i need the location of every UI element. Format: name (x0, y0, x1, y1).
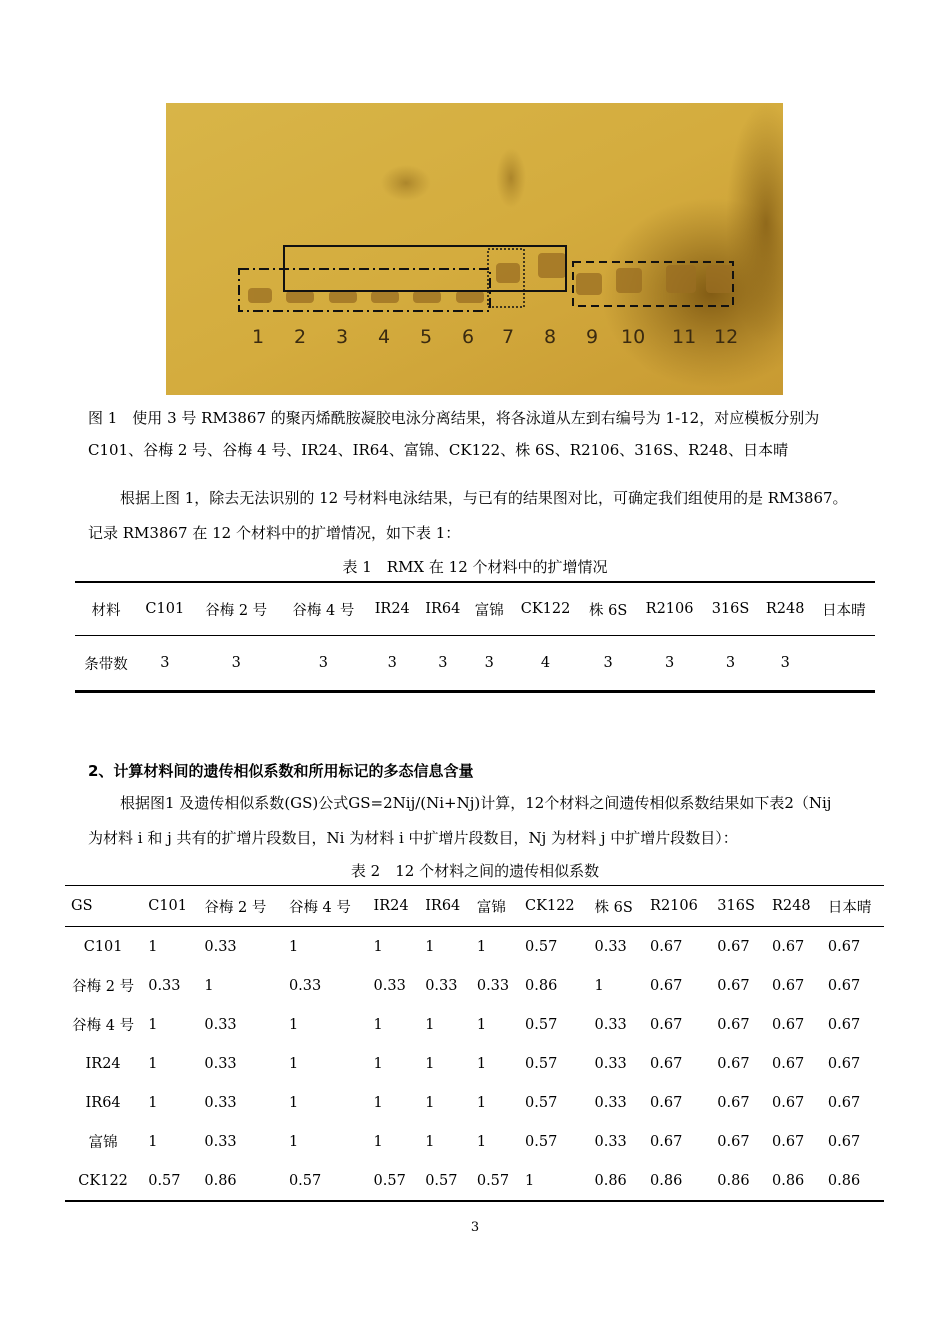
table2-row-header: 谷梅 4 号 (72, 1018, 135, 1034)
table1-cell: 3 (468, 636, 510, 692)
table2-cell: 1 (288, 938, 299, 955)
table1-header-cell: IR64 (418, 582, 469, 636)
table1-header-cell: 富锦 (468, 582, 510, 636)
table1-cell (813, 636, 875, 692)
table2-cell: 0.57 (142, 1161, 198, 1201)
paragraph-2-line2: 为材料 i 和 j 共有的扩增片段数目，Ni 为材料 i 中扩增片段数目，Nj 为材料 j 中扩增片段数目）： (88, 829, 738, 847)
table2-cell: 0.33 (594, 1016, 627, 1033)
table2-cell: 0.33 (594, 1094, 627, 1111)
table2-cell: 1 (373, 1055, 383, 1072)
table2-cell: 1 (425, 1055, 435, 1072)
table2-header-cell: GS (65, 886, 142, 927)
lane-number: 12 (714, 326, 739, 348)
table2-header-cell: R2106 (644, 886, 711, 927)
table1-header-cell: IR24 (367, 582, 418, 636)
lane-number: 4 (378, 326, 391, 348)
table2-cell: 0.33 (204, 938, 237, 955)
table2-header-cell: 富锦 (471, 886, 519, 927)
table2-row (65, 1005, 884, 1044)
table2-cell: 1 (476, 1133, 487, 1150)
table2-row-header: 富锦 (88, 1135, 118, 1151)
table2-cell: 1 (476, 1094, 487, 1111)
table2-cell: 0.67 (717, 1016, 750, 1033)
table2-cell: 0.57 (525, 938, 558, 955)
table2-header-cell: CK122 (519, 886, 588, 927)
table2-cell: 0.67 (650, 938, 683, 955)
table2-header-cell: 株 6S (588, 886, 644, 927)
table2-cell: 0.57 (525, 1133, 558, 1150)
table1-header-row (75, 582, 875, 636)
table2-cell: 0.33 (204, 1016, 237, 1033)
table1-cell: 3 (581, 636, 636, 692)
table1-cell: 3 (636, 636, 704, 692)
table2-cell: 0.33 (148, 977, 181, 994)
table2-cell: 0.67 (827, 1133, 861, 1150)
table2-cell: 0.33 (204, 1094, 237, 1111)
table2-header-cell: IR24 (368, 886, 420, 927)
table2-cell: 1 (148, 1094, 158, 1111)
lane-number: 9 (586, 326, 599, 348)
section-2-heading: 2、计算材料间的遗传相似系数和所用标记的多态信息含量 (88, 762, 474, 780)
table2-cell: 1 (288, 1094, 299, 1111)
table2-cell: 1 (373, 1094, 383, 1111)
table2-cell: 0.33 (288, 977, 322, 994)
table2-row-header: 谷梅 2 号 (72, 979, 135, 995)
table1-cell: 3 (418, 636, 469, 692)
table2-cell: 0.86 (644, 1161, 711, 1201)
table2-header-cell: C101 (142, 886, 198, 927)
table2 (65, 885, 884, 1202)
table1 (75, 581, 875, 693)
table2-title: 表 2 12 个材料之间的遗传相似系数 (350, 862, 600, 880)
lane-number: 3 (336, 326, 349, 348)
table2-cell: 0.67 (717, 938, 750, 955)
table2-cell: 0.67 (772, 938, 805, 955)
table2-header-cell: 日本晴 (822, 886, 884, 927)
lane-number: 6 (462, 326, 475, 348)
table2-cell: 0.67 (717, 1055, 750, 1072)
table2-cell: 0.67 (772, 1094, 805, 1111)
table2-cell: 0.67 (717, 1133, 750, 1150)
table2-cell: 0.57 (525, 1094, 558, 1111)
table2-cell: 0.67 (772, 1016, 805, 1033)
table1-header-cell: R2106 (636, 582, 704, 636)
lane-number: 5 (420, 326, 433, 348)
table1-row (75, 636, 875, 692)
table2-cell: 1 (288, 1016, 299, 1033)
table2-cell: 0.57 (471, 1161, 519, 1201)
table2-cell: 1 (373, 938, 383, 955)
table2-cell: 0.86 (822, 1161, 884, 1201)
table2-cell: 0.33 (594, 1055, 627, 1072)
table1-cell: 3 (758, 636, 813, 692)
paragraph-1-line2: 记录 RM3867 在 12 个材料中的扩增情况，如下表 1： (88, 524, 461, 542)
table2-row-header: IR24 (85, 1055, 121, 1072)
table2-cell: 1 (148, 938, 158, 955)
table2-row-header: IR64 (85, 1094, 121, 1111)
lane-number: 7 (502, 326, 515, 348)
table2-cell: 0.86 (711, 1161, 766, 1201)
table1-header-cell: R248 (758, 582, 813, 636)
table2-header-cell: 谷梅 4 号 (283, 886, 368, 927)
table1-cell: 条带数 (75, 636, 137, 692)
table2-cell: 0.86 (766, 1161, 822, 1201)
table2-cell: 0.67 (772, 1133, 805, 1150)
page-number: 3 (470, 1220, 480, 1235)
table2-cell: 0.33 (476, 977, 510, 994)
table2-cell: 0.57 (283, 1161, 368, 1201)
table2-row (65, 1161, 884, 1201)
table2-cell: 1 (425, 1133, 435, 1150)
table2-row (65, 1083, 884, 1122)
table2-header-cell: IR64 (419, 886, 471, 927)
table1-header-cell: 谷梅 2 号 (193, 582, 280, 636)
table2-row (65, 1122, 884, 1161)
table2-cell: 0.86 (525, 977, 558, 994)
table2-cell: 1 (148, 1055, 158, 1072)
table2-row (65, 966, 884, 1005)
table2-cell: 0.33 (425, 977, 458, 994)
table2-cell: 0.67 (827, 1055, 861, 1072)
table2-cell: 1 (594, 977, 604, 994)
table2-cell: 0.86 (588, 1161, 644, 1201)
table1-cell: 4 (510, 636, 580, 692)
table2-cell: 0.67 (827, 1016, 861, 1033)
gel-electrophoresis-image (166, 103, 783, 395)
table2-cell: 0.33 (594, 1133, 627, 1150)
figure-caption-line1: 图 1 使用 3 号 RM3867 的聚丙烯酰胺凝胶电泳分离结果，将各泳道从左到右编号为 1-12，对应模板分别为 (88, 409, 820, 427)
table2-cell: 0.33 (594, 938, 627, 955)
table2-cell: 0.67 (772, 977, 805, 994)
table2-cell: 1 (288, 1133, 299, 1150)
table2-cell: 1 (476, 938, 487, 955)
table2-cell: 1 (148, 1133, 158, 1150)
table2-header-cell: 316S (711, 886, 766, 927)
lane-number: 11 (672, 326, 697, 348)
lane-number: 1 (252, 326, 265, 348)
table2-cell: 1 (519, 1161, 588, 1201)
table1-header-cell: CK122 (510, 582, 580, 636)
table1-cell: 3 (367, 636, 418, 692)
table2-cell: 1 (148, 1016, 158, 1033)
table2-cell: 1 (425, 1016, 435, 1033)
table2-row (65, 927, 884, 967)
table1-cell: 3 (704, 636, 758, 692)
table2-cell: 1 (373, 1016, 383, 1033)
table1-header-cell: 材料 (75, 582, 137, 636)
table2-cell: 0.67 (772, 1055, 805, 1072)
figure-caption-line2: C101、谷梅 2 号、谷梅 4 号、IR24、IR64、富锦、CK122、株 6S、R2106、316S、R248、日本晴 (88, 441, 789, 459)
table1-header-cell: 日本晴 (813, 582, 875, 636)
table1-header-cell: 株 6S (581, 582, 636, 636)
table2-cell: 0.33 (204, 1133, 237, 1150)
table2-header-row (65, 886, 884, 927)
table2-cell: 1 (425, 938, 435, 955)
table1-header-cell: 316S (704, 582, 758, 636)
table2-cell: 1 (204, 977, 214, 994)
table2-row-header: C101 (83, 938, 123, 955)
table2-cell: 1 (288, 1055, 299, 1072)
table2-cell: 0.67 (650, 1094, 683, 1111)
table2-header-cell: 谷梅 2 号 (198, 886, 283, 927)
table2-cell: 0.86 (198, 1161, 283, 1201)
table1-header-cell: C101 (137, 582, 193, 636)
table2-cell: 0.67 (650, 1133, 683, 1150)
table2-row-header: CK122 (65, 1161, 142, 1201)
table2-cell: 1 (476, 1016, 487, 1033)
table2-header-cell: R248 (766, 886, 822, 927)
table2-cell: 0.67 (717, 977, 750, 994)
table2-cell: 0.67 (717, 1094, 750, 1111)
paragraph-1-line1: 根据上图 1，除去无法识别的 12 号材料电泳结果，与已有的结果图对比，可确定我们组使用的是 RM3867。 (120, 489, 848, 507)
table2-cell: 0.67 (827, 938, 861, 955)
table2-cell: 0.33 (204, 1055, 237, 1072)
table2-cell: 0.67 (827, 1094, 861, 1111)
table1-cell: 3 (193, 636, 280, 692)
table1-cell: 3 (280, 636, 367, 692)
lane-number: 10 (621, 326, 646, 348)
paragraph-2-line1: 根据图1 及遗传相似系数(GS)公式GS=2Nij/(Ni+Nj)计算，12个材料之间遗传相似系数结果如下表2（Nij (120, 794, 832, 812)
table2-cell: 0.57 (368, 1161, 420, 1201)
table1-title: 表 1 RMX 在 12 个材料中的扩增情况 (342, 558, 608, 576)
table2-cell: 1 (425, 1094, 435, 1111)
table2-row (65, 1044, 884, 1083)
table2-cell: 0.67 (650, 1016, 683, 1033)
table2-cell: 0.57 (419, 1161, 471, 1201)
table2-cell: 1 (476, 1055, 487, 1072)
table1-cell: 3 (137, 636, 193, 692)
table2-cell: 0.33 (373, 977, 406, 994)
lane-number: 8 (544, 326, 557, 348)
table1-header-cell: 谷梅 4 号 (280, 582, 367, 636)
table2-cell: 0.57 (525, 1055, 558, 1072)
lane-number: 2 (294, 326, 307, 348)
table2-cell: 0.57 (525, 1016, 558, 1033)
table2-cell: 0.67 (827, 977, 861, 994)
table2-cell: 0.67 (650, 1055, 683, 1072)
table2-cell: 1 (373, 1133, 383, 1150)
table2-cell: 0.67 (650, 977, 683, 994)
